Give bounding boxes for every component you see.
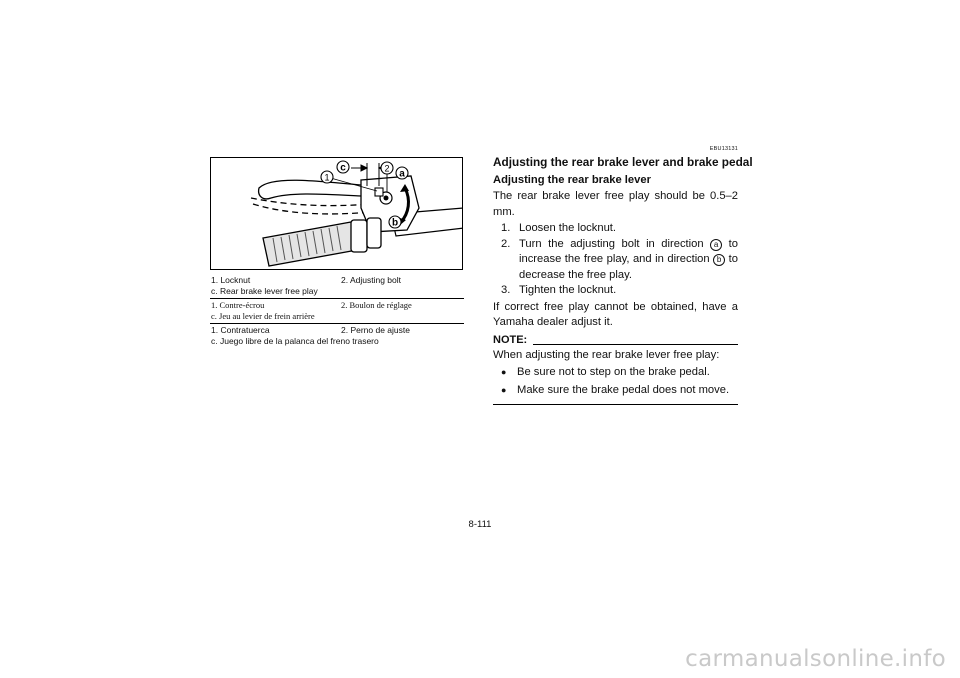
- brake-lever-illustration: [211, 158, 463, 270]
- note-bullet: [501, 365, 738, 381]
- page-number: 8-111: [468, 519, 492, 530]
- step-item: [501, 283, 738, 299]
- note-lead: When adjusting the rear brake lever free play:: [493, 348, 720, 361]
- note-end-rule: [493, 404, 738, 405]
- step-item: [501, 221, 738, 237]
- legend-item-1: 1. Contratuerca: [211, 325, 270, 335]
- callout-legend-spanish: [211, 325, 471, 347]
- legend-item-1: 1. Locknut: [211, 275, 251, 285]
- svg-text:b: b: [391, 217, 399, 229]
- note-rule: [533, 344, 738, 345]
- step-number: 3.: [501, 284, 511, 296]
- section-subtitle: Adjusting the rear brake lever: [493, 174, 651, 186]
- hand-grip: [263, 218, 381, 266]
- step-number: 2.: [501, 237, 511, 250]
- step-item: [501, 237, 738, 284]
- step-text: Tighten the locknut.: [519, 284, 617, 296]
- legend-item-c: c. Rear brake lever free play: [211, 286, 318, 296]
- bullet-icon: ●: [501, 384, 507, 395]
- adjusting-bolt-center: [384, 196, 389, 201]
- note-bullet: [501, 383, 738, 399]
- legend-item-c: c. Juego libre de la palanca del freno trasero: [211, 336, 379, 346]
- bullet-icon: ●: [501, 367, 507, 377]
- direction-a-symbol: a: [710, 239, 722, 251]
- callout-2: [381, 162, 393, 174]
- callout-1: [321, 171, 333, 183]
- watermark: carmanualsonline.info: [685, 646, 946, 672]
- legend-divider: [210, 298, 464, 299]
- dealer-advice: If correct free play cannot be obtained, have a Yamaha dealer adjust it.: [493, 300, 738, 328]
- note-label: NOTE:: [493, 333, 528, 346]
- locknut: [375, 188, 383, 196]
- step-number: 1.: [501, 222, 511, 234]
- legend-item-2: 2. Adjusting bolt: [341, 275, 402, 285]
- legend-divider: [210, 323, 464, 324]
- step-text: Turn the adjusting bolt in direction a to increase the free play, and in direction b to decrease the free play.: [519, 237, 739, 281]
- direction-b-symbol: b: [713, 254, 725, 266]
- legend-item-2: 2. Boulon de réglage: [341, 300, 412, 310]
- svg-text:a: a: [399, 168, 405, 180]
- section-title: Adjusting the rear brake lever and brake pedal: [493, 155, 753, 169]
- svg-text:c: c: [340, 162, 346, 174]
- note-header: [493, 334, 738, 347]
- legend-item-2: 2. Perno de ajuste: [341, 325, 410, 335]
- note-bullet-text: Make sure the brake pedal does not move.: [517, 383, 730, 396]
- callout-legend-french: [211, 300, 471, 322]
- section-code: EBU13131: [709, 146, 738, 152]
- note-bullet-text: Be sure not to step on the brake pedal.: [517, 366, 710, 378]
- callout-a: [396, 167, 408, 180]
- free-play-spec: The rear brake lever free play should be 0.5–2 mm.: [493, 190, 738, 218]
- legend-item-c: c. Jeu au levier de frein arrière: [211, 311, 315, 321]
- step-list: [493, 221, 738, 299]
- legend-item-1: 1. Contre-écrou: [211, 300, 265, 310]
- svg-text:2: 2: [384, 163, 390, 174]
- svg-text:1: 1: [324, 172, 330, 183]
- callout-c: [337, 161, 349, 174]
- callout-legend-english: [211, 275, 471, 297]
- brake-lever-figure: [210, 157, 463, 270]
- step-text: Loosen the locknut.: [519, 222, 617, 234]
- callout-b: [389, 216, 401, 229]
- instruction-column: [493, 146, 753, 405]
